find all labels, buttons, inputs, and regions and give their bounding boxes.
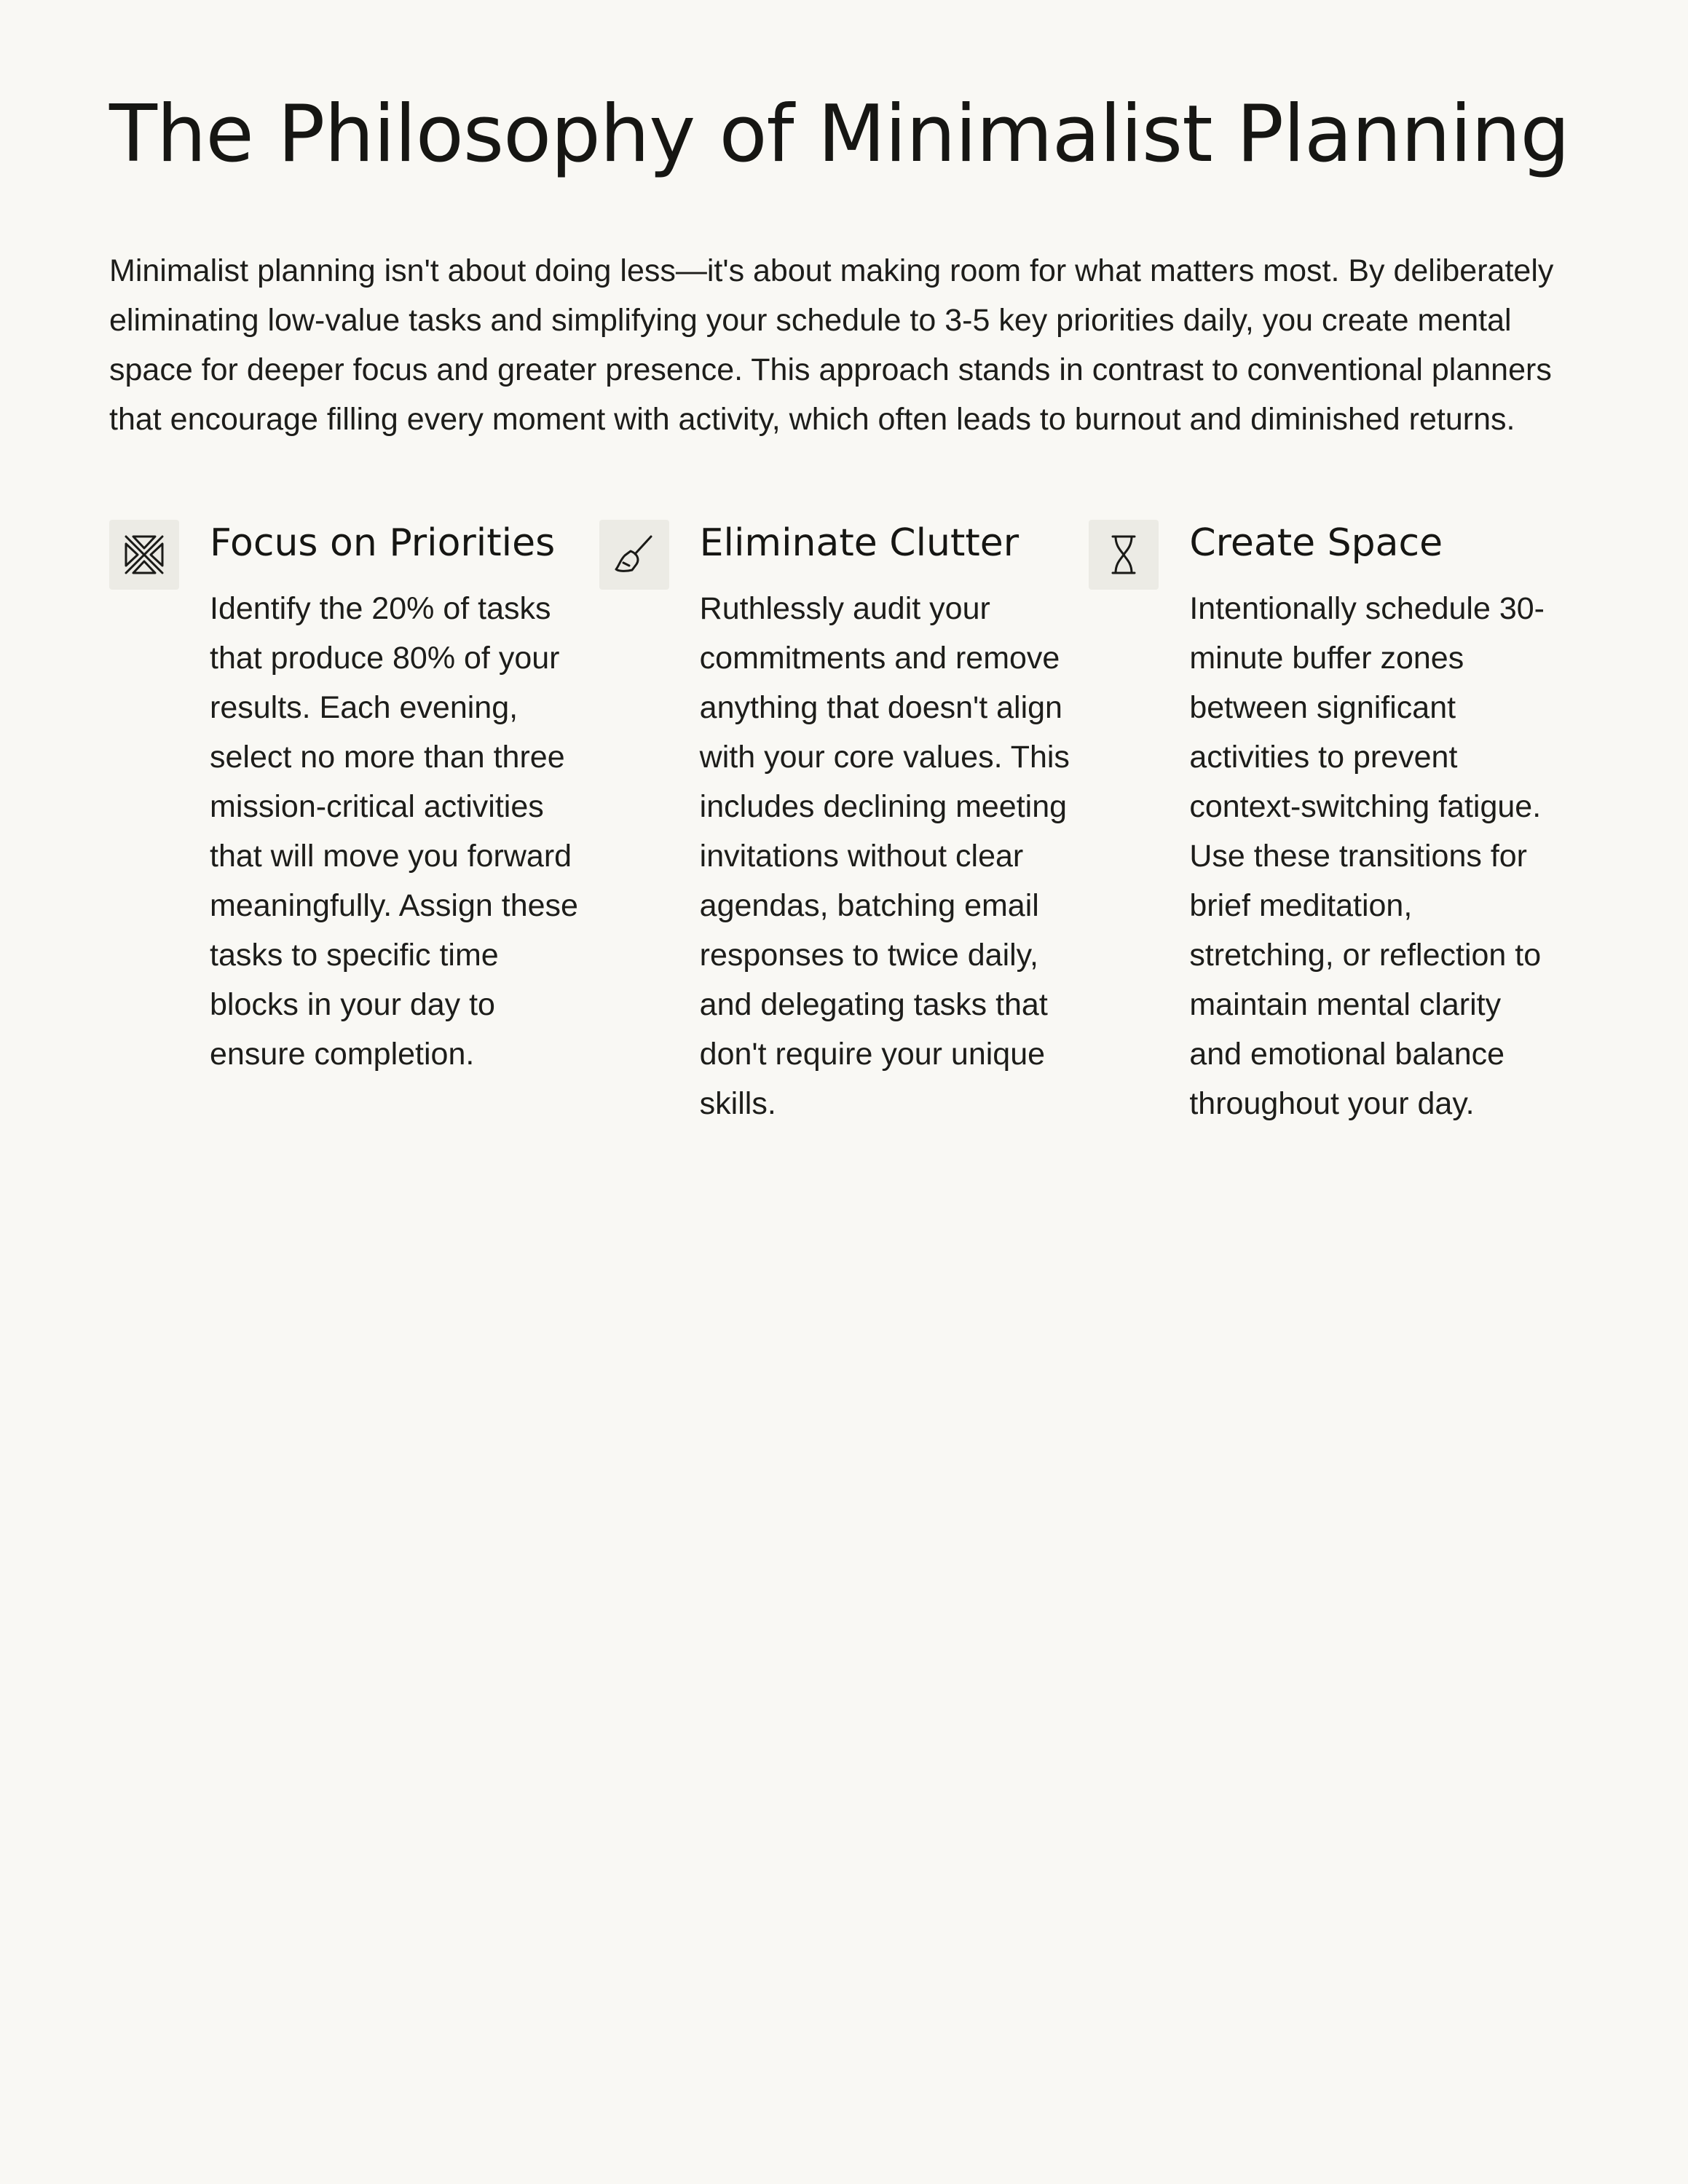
feature-text <box>210 520 581 1079</box>
feature-text <box>700 520 1071 1128</box>
feature-create-space <box>1089 520 1579 1128</box>
intro-paragraph: Minimalist planning isn't about doing less—it's about making room for what matters most. By deliberately eliminating low-value tasks and simplifying your schedule to 3-5 key priorities daily, you create mental space for deeper focus and greater presence. This approach stands in contrast to conventional planners that encourage filling every moment with activity, which often leads to burnout and diminished returns. <box>109 253 1554 437</box>
feature-title: Focus on Priorities <box>210 521 556 565</box>
feature-title: Create Space <box>1189 521 1443 565</box>
feature-focus-on-priorities <box>109 520 599 1128</box>
feature-title: Eliminate Clutter <box>699 521 1019 565</box>
feature-text <box>1189 520 1561 1128</box>
feature-list <box>109 520 1579 1128</box>
feature-description: Identify the 20% of tasks that produce 80% of your results. Each evening, select no more than three mission-critical activities that will move you forward meaningfully. Assign these tasks to specific time blocks in your day to ensure completion. <box>210 591 578 1072</box>
page-title: The Philosophy of Minimalist Planning <box>109 89 1570 180</box>
compress-arrows-icon <box>109 520 179 590</box>
hourglass-icon <box>1089 520 1159 590</box>
broom-icon <box>599 520 669 590</box>
feature-description: Intentionally schedule 30-minute buffer zones between significant activities to prevent context-switching fatigue. Use these transitions for brief meditation, stretching, or reflection to maintain mental clarity and emotional balance throughout your day. <box>1189 591 1545 1121</box>
feature-description: Ruthlessly audit your commitments and remove anything that doesn't align with your core values. This includes declining meeting invitations without clear agendas, batching email responses to twice daily, and delegating tasks that don't require your unique skills. <box>699 591 1070 1121</box>
feature-eliminate-clutter <box>599 520 1089 1128</box>
